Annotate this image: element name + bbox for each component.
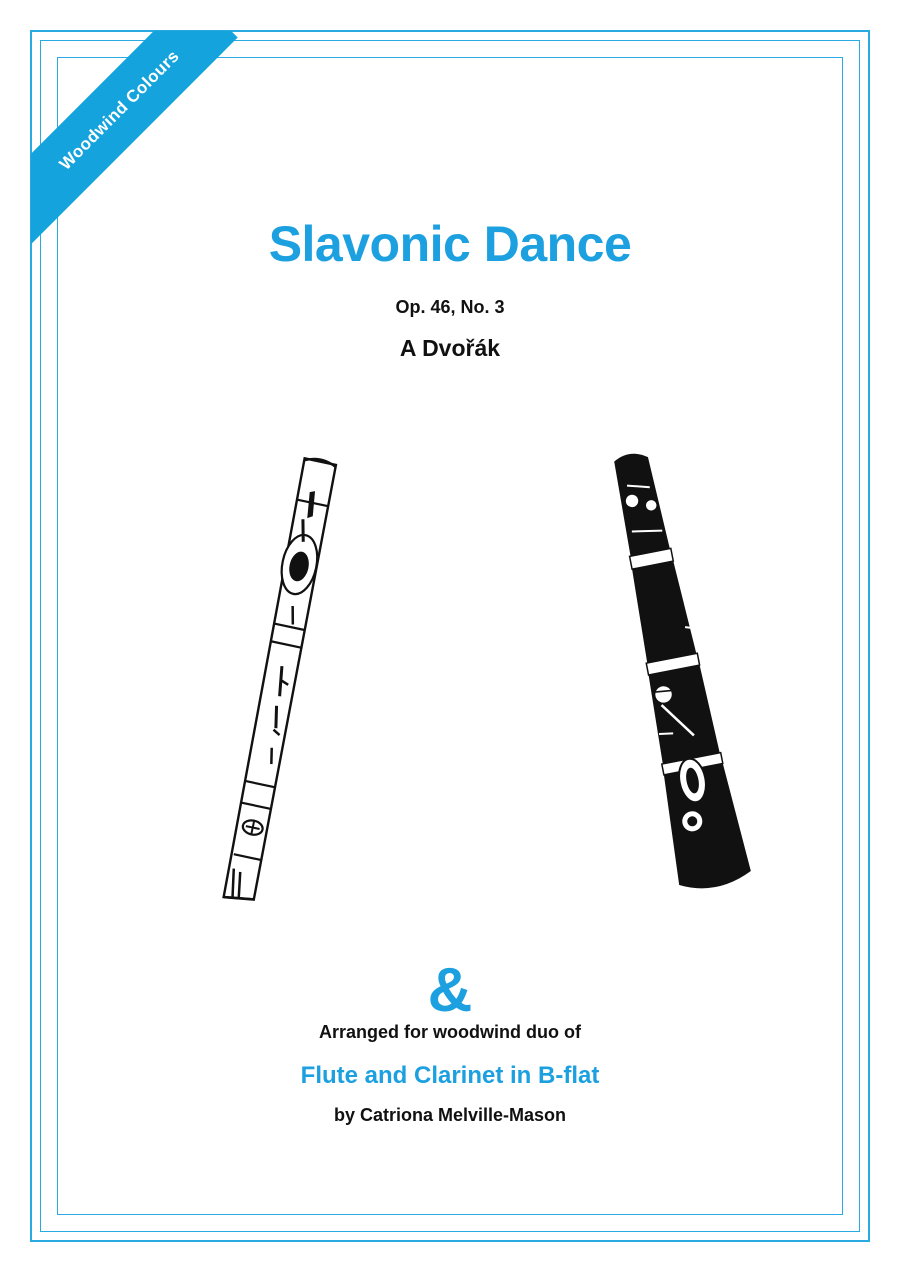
page-title: Slavonic Dance bbox=[268, 216, 632, 272]
opus-number: Op. 46, No. 3 bbox=[395, 297, 505, 317]
arranger-credit: by Catriona Melville-Mason bbox=[333, 1105, 567, 1125]
composer-name: A Dvořák bbox=[399, 335, 501, 361]
clarinet-icon bbox=[545, 430, 805, 930]
series-ribbon-label: Woodwind Colours bbox=[55, 46, 183, 174]
ampersand-separator: & bbox=[427, 956, 473, 1025]
instrumentation-label: Flute and Clarinet in B-flat bbox=[300, 1062, 600, 1089]
instrument-artwork bbox=[0, 420, 900, 1025]
flute-icon bbox=[150, 430, 410, 930]
arranged-for-label: Arranged for woodwind duo of bbox=[319, 1022, 581, 1042]
